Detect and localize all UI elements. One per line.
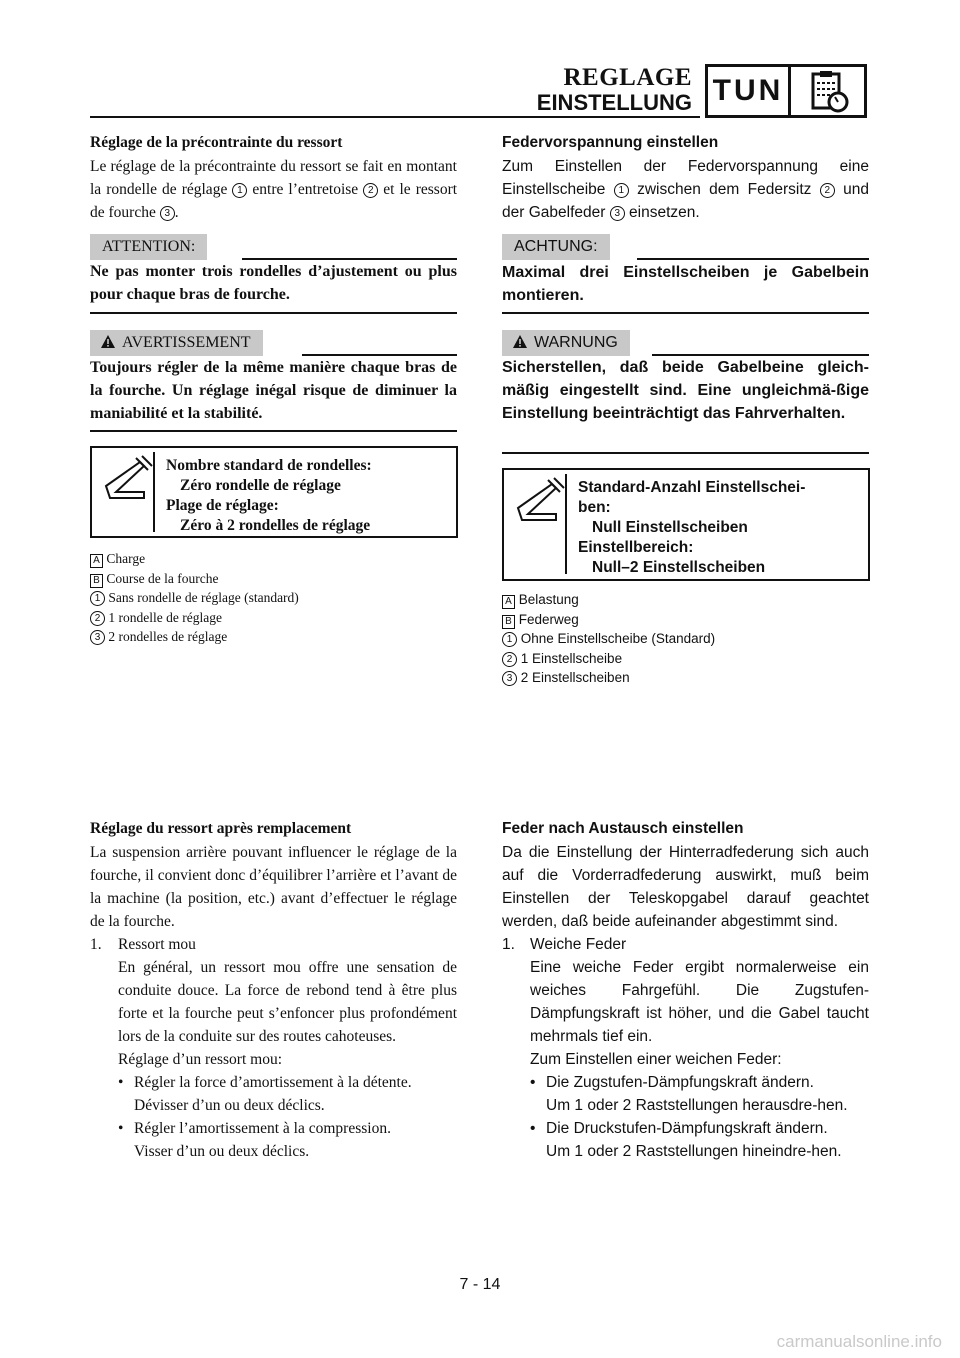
wrench-icon: [508, 474, 568, 574]
fr-warning-text: Toujours régler de la même manière chaque bras de la fourche. Un réglage inégal risque de diminuer la maniabilité et la stabilité.: [90, 359, 457, 422]
de-caution-text: Maximal drei Einstellscheiben je Gabelbein montieren.: [502, 264, 869, 304]
de-caution-rule: [637, 258, 869, 260]
legend-item: A Charge: [90, 549, 299, 569]
section-code-badge: TUN: [705, 64, 791, 118]
fr-warning-end-rule: [90, 430, 457, 432]
de-after-replace-body: Da die Einstellung der Hinterradfederung sich auch auf die Vorderradfederung auswirkt, muß beim Einstellen der Teleskopgabel darauf geachtet werden, daß beide aufeinander abgestimmt sind.: [502, 844, 869, 930]
de-caution-label: ACHTUNG:: [502, 234, 610, 260]
watermark: carmanualsonline.info: [776, 1332, 942, 1351]
fr-caution-text: Ne pas monter trois rondelles d’ajustement ou plus pour chaque bras de fourche.: [90, 263, 457, 303]
checklist-icon: [791, 64, 867, 118]
fr-legend: [90, 549, 299, 647]
de-warning-label: WARNUNG: [534, 334, 618, 351]
fr-caution-label: ATTENTION:: [90, 234, 207, 260]
legend-item: B Course de la fourche: [90, 569, 299, 589]
de-warning-tag: [502, 330, 630, 356]
fr-warning-label: AVERTISSEMENT: [122, 334, 251, 351]
legend-item: A Belastung: [502, 590, 715, 610]
fr-preload-heading: Réglage de la précontrainte du ressort: [90, 134, 343, 151]
warning-triangle-icon: [512, 334, 528, 349]
legend-item: 2 1 Einstellscheibe: [502, 649, 715, 669]
fr-list-item-1: 1. Ressort mou En général, un ressort mou offre une sensation de conduite douce. La force de rebond tend à être plus forte et la fourche peut s’enfoncer plus profondément lors de la conduite sur des routes cahoteuses. Réglage d’un ressort mou: • Régler la force d’amortissement à la détente. Dévisser d’un ou deux déclics. • Régler l’amortissement à la compression. Visser d’un ou deux déclics.: [90, 936, 457, 1160]
de-warning-end-rule: [502, 452, 869, 454]
de-preload-body: Zum Einstellen der Federvorspannung eine Einstellscheibe 1 zwischen dem Federsitz 2 und der Gabelfeder 3 einsetzen.: [502, 158, 869, 221]
fr-warning-tag: [90, 330, 263, 356]
de-spec-text: Standard-Anzahl Einstellschei- ben: Null Einstellscheiben Einstellbereich: Null–2 Einstellscheiben: [578, 479, 806, 576]
legend-item: 3 2 rondelles de réglage: [90, 627, 299, 647]
wrench-icon: [96, 452, 156, 532]
fr-after-replace-heading: Réglage du ressort après remplacement: [90, 820, 352, 837]
de-warning-text: Sicherstellen, daß beide Gabelbeine gleich-mäßig eingestellt sind. Eine ungleichmä-ßige Einstellung beeinträchtigt das Fahrverhalten.: [502, 359, 869, 422]
legend-item: 3 2 Einstellscheiben: [502, 668, 715, 688]
fr-spec-text: Nombre standard de rondelles: Zéro rondelle de réglage Plage de réglage: Zéro à 2 rondelles de réglage: [166, 457, 372, 534]
fr-spec-box: [90, 446, 458, 538]
header-rule: [90, 116, 700, 118]
legend-item: 2 1 rondelle de réglage: [90, 608, 299, 628]
legend-item: 1 Sans rondelle de réglage (standard): [90, 588, 299, 608]
de-preload-heading: Federvorspannung einstellen: [502, 134, 719, 151]
fr-preload-body: Le réglage de la précontrainte du ressort se fait en montant la rondelle de réglage 1 entre l’entretoise 2 et le ressort de fourche 3 .: [90, 158, 458, 221]
header-title-fr: REGLAGE: [563, 64, 692, 91]
page-number: 7 - 14: [459, 1276, 501, 1293]
legend-item: B Federweg: [502, 610, 715, 630]
de-list-item-1: 1. Weiche Feder Eine weiche Feder ergibt normalerweise ein weiches Fahrgefühl. Die Zugstufen-Dämpfungskraft ist höher, und die Gabel taucht mehrmals tief ein. Zum Einstellen einer weichen Feder: • Die Zugstufen-Dämpfungskraft ändern. Um 1 oder 2 Raststellungen herausdre-hen. • Die Druckstufen-Dämpfungskraft ändern. Um 1 oder 2 Raststellungen hineindre-hen.: [502, 936, 869, 1160]
warning-triangle-icon: [100, 334, 116, 349]
de-spec-box: [502, 468, 870, 581]
de-legend: [502, 590, 715, 688]
legend-item: 1 Ohne Einstellscheibe (Standard): [502, 629, 715, 649]
de-after-replace-heading: Feder nach Austausch einstellen: [502, 820, 744, 837]
de-caution-end-rule: [502, 312, 869, 314]
fr-caution-end-rule: [90, 312, 457, 314]
fr-after-replace-body: La suspension arrière pouvant influencer le réglage de la fourche, il convient donc d’équilibrer l’arrière et l’avant de la machine (la position, etc.) avant d’effectuer le réglage de la fourche.: [90, 844, 457, 930]
header-title-de: EINSTELLUNG: [536, 90, 692, 115]
